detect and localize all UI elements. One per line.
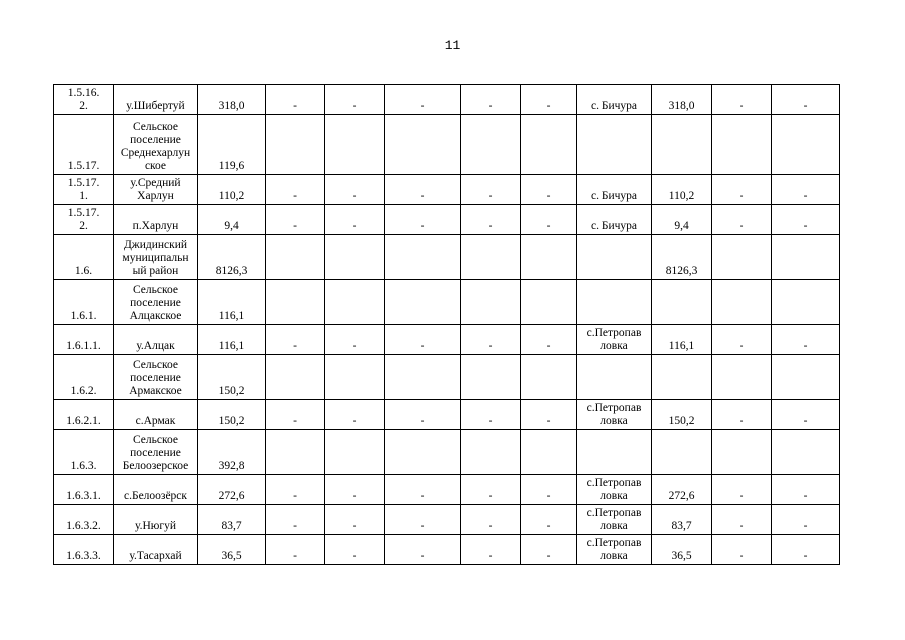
dash-cell: - — [325, 85, 385, 115]
dash-cell — [461, 355, 521, 400]
center-name — [577, 475, 652, 505]
center-name-line: с. Бичура — [591, 190, 637, 202]
settlement-name — [114, 280, 198, 325]
row-number-line: 1.6.3.3. — [66, 550, 101, 562]
dash-cell: - — [521, 175, 577, 205]
dash-cell: - — [521, 400, 577, 430]
dash-cell: - — [772, 175, 840, 205]
center-name-line: ловка — [600, 490, 628, 502]
dash-cell: - — [712, 400, 772, 430]
row-number — [54, 505, 114, 535]
dash-cell: - — [772, 85, 840, 115]
row-number — [54, 325, 114, 355]
settlement-name-line: Алцакское — [129, 310, 182, 322]
dash-cell: - — [772, 505, 840, 535]
row-number — [54, 430, 114, 475]
dash-cell — [772, 355, 840, 400]
dash-cell: - — [266, 325, 325, 355]
center-name — [577, 505, 652, 535]
dash-cell: - — [325, 505, 385, 535]
settlement-name-line: Сельское — [132, 284, 178, 296]
table-row — [54, 175, 840, 205]
dash-cell: - — [385, 175, 461, 205]
dash-cell: - — [521, 85, 577, 115]
dash-cell — [521, 115, 577, 175]
dash-cell — [266, 115, 325, 175]
dash-cell: - — [461, 535, 521, 565]
dash-cell: - — [712, 175, 772, 205]
settlement-name-line: у.Шибертуй — [126, 100, 185, 112]
row-number-line: 2. — [79, 100, 88, 112]
table-row — [54, 280, 840, 325]
dash-cell: - — [772, 535, 840, 565]
settlement-name — [114, 115, 198, 175]
dash-cell — [325, 115, 385, 175]
dash-cell — [385, 115, 461, 175]
dash-cell — [461, 235, 521, 280]
center-value: 116,1 — [652, 325, 712, 355]
table-row — [54, 115, 840, 175]
settlement-name — [114, 235, 198, 280]
row-number — [54, 235, 114, 280]
dash-cell — [772, 115, 840, 175]
row-number — [54, 355, 114, 400]
center-name — [577, 535, 652, 565]
center-name-line: с. Бичура — [591, 220, 637, 232]
dash-cell: - — [461, 475, 521, 505]
dash-cell: - — [521, 535, 577, 565]
row-number-line: 1. — [79, 190, 88, 202]
dash-cell — [385, 280, 461, 325]
dash-cell: - — [325, 475, 385, 505]
total-value: 150,2 — [198, 400, 266, 430]
row-number-line: 1.6.3. — [70, 460, 97, 472]
total-value: 9,4 — [198, 205, 266, 235]
row-number — [54, 400, 114, 430]
dash-cell: - — [385, 205, 461, 235]
dash-cell: - — [325, 325, 385, 355]
dash-cell: - — [521, 505, 577, 535]
row-number-line: 1.6.3.2. — [66, 520, 101, 532]
settlement-name — [114, 535, 198, 565]
row-number-line: 1.6.2. — [70, 385, 97, 397]
settlement-name-line: Белоозерское — [122, 460, 189, 472]
settlement-name-line: Сельское — [132, 121, 178, 133]
table-row — [54, 235, 840, 280]
total-value: 110,2 — [198, 175, 266, 205]
dash-cell: - — [385, 85, 461, 115]
dash-cell — [521, 355, 577, 400]
center-name — [577, 355, 652, 400]
dash-cell: - — [266, 475, 325, 505]
dash-cell — [521, 235, 577, 280]
dash-cell: - — [712, 475, 772, 505]
dash-cell: - — [266, 175, 325, 205]
dash-cell: - — [461, 205, 521, 235]
settlement-name-line: Армакское — [129, 385, 182, 397]
row-number — [54, 535, 114, 565]
total-value: 83,7 — [198, 505, 266, 535]
center-name-line: с.Петропав — [586, 537, 642, 549]
dash-cell: - — [266, 400, 325, 430]
center-name — [577, 325, 652, 355]
center-value: 272,6 — [652, 475, 712, 505]
settlement-name-line: с.Белоозёрск — [123, 490, 187, 502]
table-row — [54, 325, 840, 355]
row-number — [54, 115, 114, 175]
total-value: 116,1 — [198, 280, 266, 325]
center-name — [577, 85, 652, 115]
table-row — [54, 355, 840, 400]
dash-cell — [772, 235, 840, 280]
settlement-name-line: муниципальн — [122, 252, 189, 264]
center-name-line: ловка — [600, 415, 628, 427]
settlement-name-line: п.Харлун — [132, 220, 179, 232]
dash-cell: - — [385, 325, 461, 355]
total-value: 8126,3 — [198, 235, 266, 280]
dash-cell — [461, 280, 521, 325]
center-name-line: с.Петропав — [586, 402, 642, 414]
settlement-name-line: Сельское — [132, 359, 178, 371]
settlement-name — [114, 175, 198, 205]
settlement-table — [53, 84, 840, 565]
settlement-name — [114, 400, 198, 430]
dash-cell: - — [325, 175, 385, 205]
center-name-line: с. Бичура — [591, 100, 637, 112]
row-number-line: 1.6.1. — [70, 310, 97, 322]
dash-cell: - — [461, 505, 521, 535]
dash-cell: - — [266, 85, 325, 115]
dash-cell: - — [325, 535, 385, 565]
center-name — [577, 430, 652, 475]
row-number-line: 1.5.17. — [67, 207, 100, 219]
dash-cell: - — [521, 325, 577, 355]
row-number — [54, 175, 114, 205]
dash-cell: - — [521, 475, 577, 505]
row-number-line: 1.5.17. — [67, 177, 100, 189]
table-row — [54, 475, 840, 505]
dash-cell — [712, 355, 772, 400]
dash-cell: - — [772, 325, 840, 355]
dash-cell — [461, 115, 521, 175]
center-value — [652, 430, 712, 475]
dash-cell: - — [266, 505, 325, 535]
table-row — [54, 205, 840, 235]
settlement-name-line: ый район — [132, 265, 179, 277]
settlement-name-line: поселение — [130, 134, 181, 146]
total-value: 272,6 — [198, 475, 266, 505]
dash-cell — [772, 280, 840, 325]
center-value — [652, 115, 712, 175]
dash-cell: - — [521, 205, 577, 235]
dash-cell: - — [385, 475, 461, 505]
settlement-name — [114, 505, 198, 535]
dash-cell — [325, 430, 385, 475]
dash-cell — [266, 235, 325, 280]
settlement-name-line: у.Алцак — [136, 340, 175, 352]
settlement-name — [114, 475, 198, 505]
row-number-line: 1.5.16. — [67, 87, 100, 99]
center-value: 150,2 — [652, 400, 712, 430]
dash-cell — [712, 280, 772, 325]
dash-cell — [461, 430, 521, 475]
dash-cell — [772, 430, 840, 475]
center-name — [577, 175, 652, 205]
center-value: 8126,3 — [652, 235, 712, 280]
dash-cell: - — [266, 205, 325, 235]
total-value: 392,8 — [198, 430, 266, 475]
dash-cell: - — [712, 325, 772, 355]
dash-cell — [712, 430, 772, 475]
center-name — [577, 280, 652, 325]
center-name — [577, 205, 652, 235]
row-number — [54, 85, 114, 115]
center-value: 83,7 — [652, 505, 712, 535]
dash-cell: - — [772, 205, 840, 235]
settlement-name-line: у.Тасархай — [129, 550, 182, 562]
dash-cell — [521, 280, 577, 325]
settlement-name-line: с.Армак — [135, 415, 176, 427]
settlement-name-line: ское — [144, 160, 167, 172]
settlement-name-line: поселение — [130, 297, 181, 309]
center-name-line: с.Петропав — [586, 327, 642, 339]
settlement-name-line: поселение — [130, 447, 181, 459]
settlement-name — [114, 325, 198, 355]
dash-cell — [266, 355, 325, 400]
table-row — [54, 400, 840, 430]
page-number: 11 — [444, 38, 461, 53]
table-row — [54, 85, 840, 115]
center-value: 9,4 — [652, 205, 712, 235]
total-value: 318,0 — [198, 85, 266, 115]
dash-cell — [266, 430, 325, 475]
row-number — [54, 475, 114, 505]
dash-cell — [521, 430, 577, 475]
dash-cell: - — [772, 475, 840, 505]
settlement-name-line: Харлун — [137, 190, 174, 202]
table-row — [54, 535, 840, 565]
center-name — [577, 235, 652, 280]
dash-cell — [325, 355, 385, 400]
row-number — [54, 205, 114, 235]
dash-cell: - — [712, 535, 772, 565]
center-value — [652, 280, 712, 325]
table-row — [54, 430, 840, 475]
dash-cell — [325, 280, 385, 325]
row-number-line: 1.6.3.1. — [66, 490, 101, 502]
settlement-name-line: у.Средний — [130, 177, 181, 189]
settlement-name — [114, 85, 198, 115]
row-number-line: 1.6.2.1. — [66, 415, 101, 427]
settlement-name — [114, 355, 198, 400]
total-value: 36,5 — [198, 535, 266, 565]
dash-cell: - — [385, 505, 461, 535]
settlement-name — [114, 430, 198, 475]
center-value: 36,5 — [652, 535, 712, 565]
row-number — [54, 280, 114, 325]
dash-cell — [385, 430, 461, 475]
dash-cell — [325, 235, 385, 280]
settlement-name-line: Джидинский — [123, 239, 188, 251]
center-name-line: с.Петропав — [586, 477, 642, 489]
dash-cell — [385, 355, 461, 400]
dash-cell: - — [385, 400, 461, 430]
center-value — [652, 355, 712, 400]
center-name — [577, 115, 652, 175]
dash-cell: - — [461, 400, 521, 430]
table-row — [54, 505, 840, 535]
dash-cell: - — [325, 205, 385, 235]
dash-cell: - — [712, 85, 772, 115]
dash-cell: - — [461, 175, 521, 205]
dash-cell — [266, 280, 325, 325]
center-value: 110,2 — [652, 175, 712, 205]
dash-cell: - — [712, 505, 772, 535]
dash-cell: - — [461, 85, 521, 115]
dash-cell: - — [772, 400, 840, 430]
total-value: 116,1 — [198, 325, 266, 355]
row-number-line: 2. — [79, 220, 88, 232]
total-value: 119,6 — [198, 115, 266, 175]
settlement-name-line: у.Нюгуй — [135, 520, 176, 532]
dash-cell — [712, 235, 772, 280]
center-value: 318,0 — [652, 85, 712, 115]
row-number-line: 1.6.1.1. — [66, 340, 101, 352]
row-number-line: 1.5.17. — [67, 160, 100, 172]
center-name-line: ловка — [600, 340, 628, 352]
dash-cell — [712, 115, 772, 175]
center-name-line: ловка — [600, 520, 628, 532]
total-value: 150,2 — [198, 355, 266, 400]
dash-cell — [385, 235, 461, 280]
settlement-name-line: Сельское — [132, 434, 178, 446]
center-name — [577, 400, 652, 430]
settlement-name — [114, 205, 198, 235]
center-name-line: с.Петропав — [586, 507, 642, 519]
dash-cell: - — [266, 535, 325, 565]
center-name-line: ловка — [600, 550, 628, 562]
settlement-name-line: поселение — [130, 372, 181, 384]
row-number-line: 1.6. — [74, 265, 93, 277]
dash-cell: - — [712, 205, 772, 235]
dash-cell: - — [325, 400, 385, 430]
settlement-name-line: Среднехарлун — [120, 147, 191, 159]
dash-cell: - — [461, 325, 521, 355]
dash-cell: - — [385, 535, 461, 565]
